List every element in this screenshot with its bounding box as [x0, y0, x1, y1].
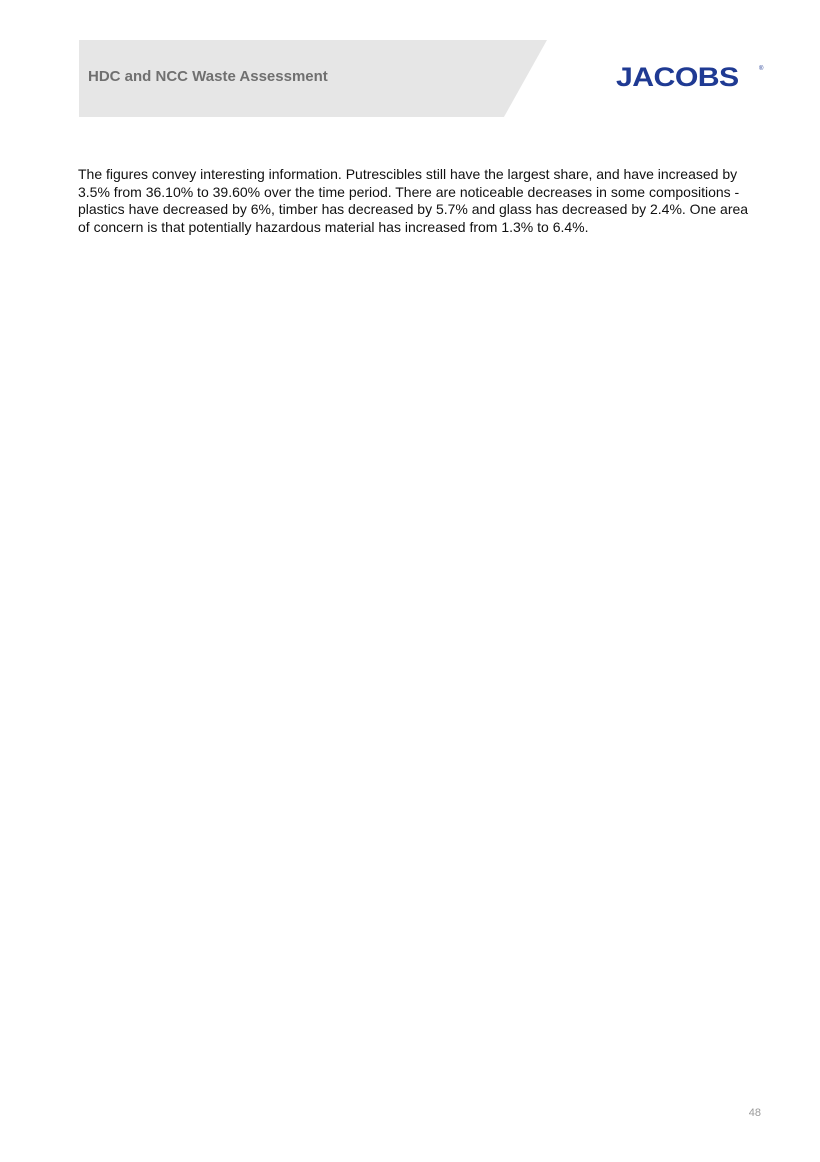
registered-mark: ®: [759, 66, 764, 72]
document-title: HDC and NCC Waste Assessment: [88, 68, 328, 85]
page-number: 48: [748, 1107, 761, 1119]
body-paragraph: The figures convey interesting information. Putrescibles still have the largest share, and have increased by 3.5% from 36.10% to 39.60% over the time period. There are noticeable decreases in some compositions - plastics have decreased by 6%, timber has decreased by 5.7% and glass has decreased by 2.4%. One area of concern is that potentially hazardous material has increased from 1.3% to 6.4%.: [78, 166, 749, 235]
jacobs-logo: [616, 62, 764, 92]
logo-wordmark: JACOBS: [616, 62, 739, 92]
